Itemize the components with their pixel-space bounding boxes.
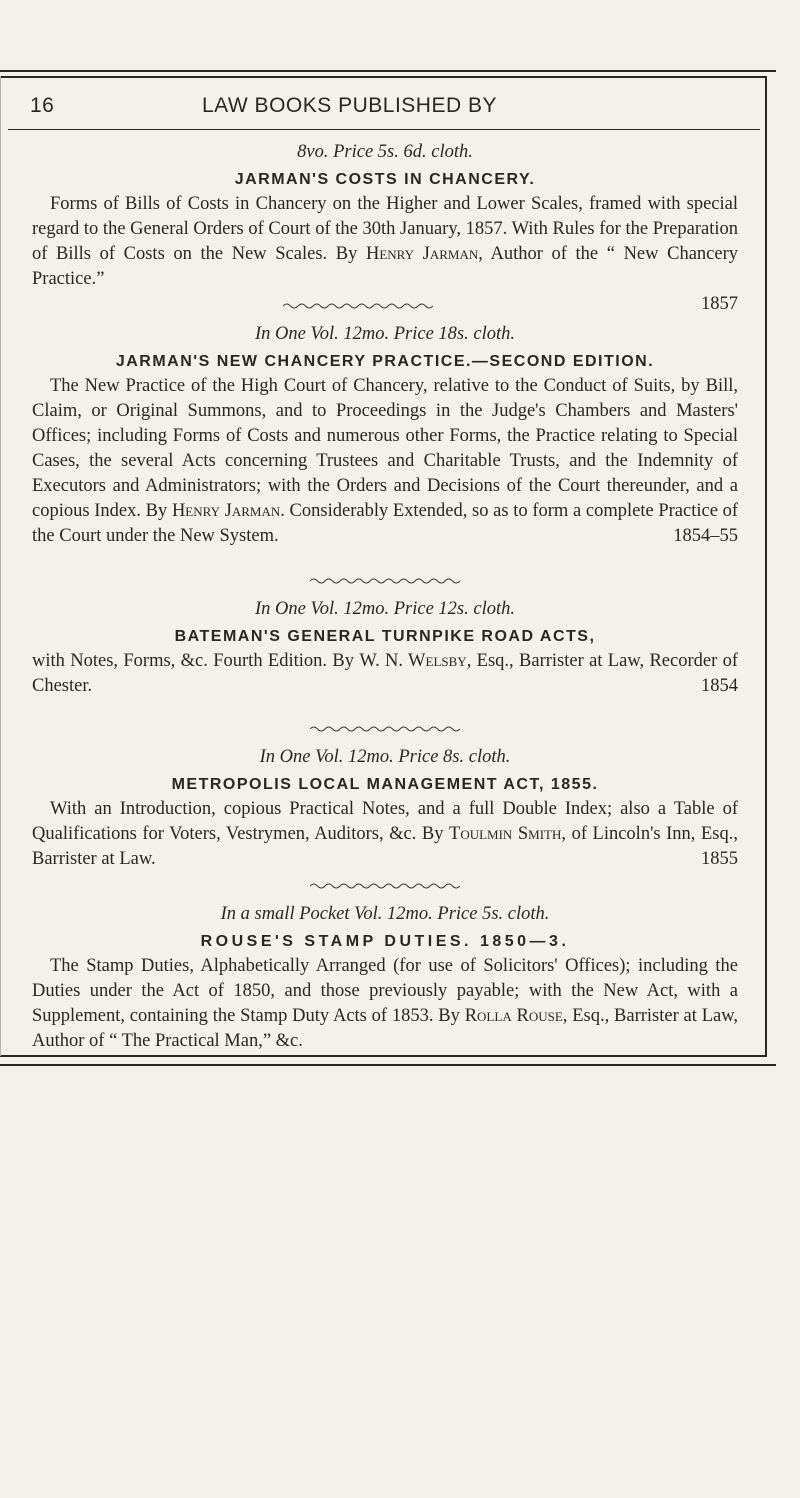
running-title: LAW BOOKS PUBLISHED BY — [202, 94, 497, 117]
entry-description-tail: , Esq., Barrister at Law, Author of “ The Practical Man,” &c. — [32, 1006, 738, 1051]
entry-description-text: The Stamp Duties, Alphabetically Arranged (for use of Solicitors' Offices); including the Duties under the Act of 1850, and those previously payable; with the New Act, with a Supplement, containing the Stamp Duty Acts of 1853. By — [32, 956, 738, 1026]
book-entry-bateman-turnpike — [32, 597, 738, 699]
header-rule — [8, 129, 760, 130]
entry-year: 1855 — [701, 849, 738, 869]
entry-author: Henry Jarman — [171, 501, 281, 521]
entry-imprint: In One Vol. 12mo. Price 8s. cloth. — [259, 747, 511, 767]
entry-imprint: In a small Pocket Vol. 12mo. Price 5s. cloth. — [220, 904, 550, 924]
entry-description-tail: . Considerably Extended, so as to form a complete Practice of the Court under the New System. — [32, 501, 739, 546]
wavy-rule-ornament — [310, 882, 460, 890]
entry-year: 1854 — [701, 676, 738, 696]
book-entry-rouse-stamp — [32, 902, 738, 1054]
entry-description-text: with Notes, Forms, &c. Fourth Edition. By — [32, 651, 360, 671]
entry-year: 1857 — [701, 294, 738, 314]
book-entry-jarman-costs — [32, 140, 738, 314]
entry-description — [32, 954, 738, 1054]
entry-year: 1854–55 — [673, 526, 738, 546]
entry-author: Rolla Rouse — [464, 1006, 563, 1026]
entry-author: Toulmin Smith — [449, 824, 562, 844]
entry-imprint: In One Vol. 12mo. Price 18s. cloth. — [255, 324, 515, 344]
entry-title: BATEMAN'S GENERAL TURNPIKE ROAD ACTS, — [174, 628, 596, 645]
entry-description-tail: , Esq., Barrister at Law, Recorder of Chester. — [32, 651, 739, 696]
entry-description-text: The New Practice of the High Court of Chancery, relative to the Conduct of Suits, by Bill, Claim, or Original Summons, and to Proceedings in the Judge's Chambers and Masters' Offices; including Forms of Costs and numerous other Forms, the Practice relating to Special Cases, the several Acts concerning Trustees and Charitable Trusts, and the Indemnity of Executors and Administrators; with the Orders and Decisions of the Court thereunder, and a copious Index. By — [32, 376, 738, 521]
entry-description-tail: , Author of the “ New Chancery Practice.” — [32, 244, 738, 289]
entry-title: ROUSE'S STAMP DUTIES. 1850—3. — [200, 933, 570, 950]
entry-description-text: Forms of Bills of Costs in Chancery on the Higher and Lower Scales, framed with special regard to the General Orders of Court of the 30th January, 1857. With Rules for the Preparation of Bills of Costs on the New Scales. By — [32, 194, 738, 264]
entry-author: W. N. Welsby — [359, 651, 467, 671]
page-number: 16 — [30, 94, 55, 117]
entry-title: JARMAN'S COSTS IN CHANCERY. — [234, 171, 536, 188]
wavy-rule-ornament — [310, 725, 460, 733]
entry-imprint: In One Vol. 12mo. Price 12s. cloth. — [255, 599, 515, 619]
page-gutter-rule — [0, 76, 1, 1056]
entry-imprint: 8vo. Price 5s. 6d. cloth. — [297, 142, 473, 162]
entry-title: METROPOLIS LOCAL MANAGEMENT ACT, 1855. — [171, 776, 599, 793]
wavy-rule-ornament — [283, 302, 433, 310]
book-entry-metropolis-act — [32, 745, 738, 872]
entry-description — [32, 649, 738, 699]
catalogue-listing — [32, 132, 738, 1054]
entry-author: Henry Jarman — [365, 244, 479, 264]
book-entry-jarman-practice — [32, 322, 738, 549]
wavy-rule-ornament — [310, 577, 460, 585]
entry-description-text: With an Introduction, copious Practical Notes, and a full Double Index; also a Table of Qualifications for Voters, Vestrymen, Auditors, &c. By — [32, 799, 738, 844]
page-header — [0, 88, 767, 128]
entry-description — [32, 797, 738, 872]
entry-description — [32, 192, 738, 314]
entry-title: JARMAN'S NEW CHANCERY PRACTICE.—SECOND EDITION. — [115, 353, 655, 370]
entry-description — [32, 374, 738, 549]
entry-description-tail: , of Lincoln's Inn, Esq., Barrister at Law. — [32, 824, 738, 869]
